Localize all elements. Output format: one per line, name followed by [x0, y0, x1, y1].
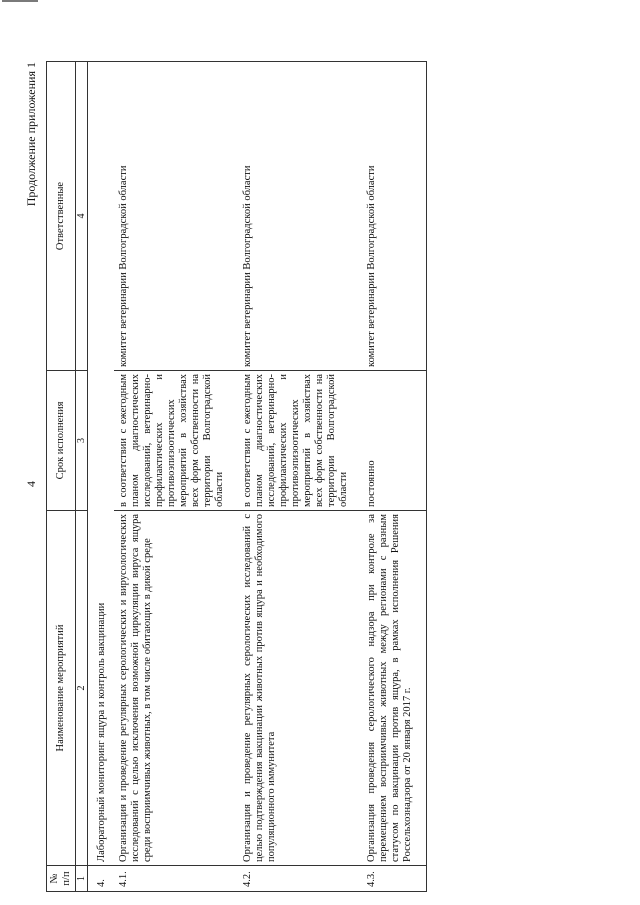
- header-responsible: Ответственные: [47, 62, 76, 371]
- header-term: Срок исполнения: [47, 371, 76, 511]
- row-responsible: комитет ветеринарии Волгоградской области: [238, 62, 362, 371]
- section-number: 4.: [88, 866, 115, 892]
- continuation-label: Продолжение приложения 1: [24, 62, 38, 207]
- page-number: 4: [24, 481, 38, 487]
- row-measure: Организация проведения серологического надзора при контроле за перемещением восприимчивых животных между регионами с разным статусом по вакцинации против ящура, в рамках исполнения Решения Россельхознадзора от 20 января 2017 г.: [362, 511, 427, 866]
- column-number-4: 4: [76, 62, 88, 371]
- table-row: [114, 62, 238, 892]
- row-term: постоянно: [362, 371, 427, 511]
- row-measure: Организация и проведение регулярных серологических исследований с целью подтверждения вакцинации животных против ящура и необходимого популяционного иммунитета: [238, 511, 362, 866]
- row-number: 4.1.: [114, 866, 238, 892]
- column-number-1: 1: [76, 866, 88, 892]
- section-row: [88, 62, 115, 892]
- row-measure: Организация и проведение регулярных серологических и вирусологических исследований с целью исключения возможной циркуляции вируса ящура среди восприимчивых животных, в том числе обитающих в дикой среде: [114, 511, 238, 866]
- row-term: в соответствии с ежегодным планом диагностических исследований, ветеринарно-профилактических и противоэпизоотических мероприятий в хозяйствах всех форм собственности на территории Волгоградской области: [238, 371, 362, 511]
- measures-table: [46, 61, 427, 892]
- header-number: № п/п: [47, 866, 76, 892]
- column-number-row: [76, 62, 88, 892]
- table-header-row: [47, 62, 76, 892]
- row-number: 4.2.: [238, 866, 362, 892]
- row-number: 4.3.: [362, 866, 427, 892]
- column-number-2: 2: [76, 511, 88, 866]
- header-measure: Наименование мероприятий: [47, 511, 76, 866]
- table-row: [238, 62, 362, 892]
- column-number-3: 3: [76, 371, 88, 511]
- row-responsible: комитет ветеринарии Волгоградской области: [114, 62, 238, 371]
- row-term: в соответствии с ежегодным планом диагностических исследований, ветеринарно-профилактических и противоэпизоотических мероприятий в хозяйствах всех форм собственности на территории Волгоградской области: [114, 371, 238, 511]
- scan-artifact-line: [2, 0, 38, 2]
- table-row: [362, 62, 427, 892]
- rotated-landscape-content: [24, 42, 614, 892]
- row-responsible: комитет ветеринарии Волгоградской области: [362, 62, 427, 371]
- section-title: Лабораторный мониторинг ящура и контроль вакцинации: [88, 62, 115, 866]
